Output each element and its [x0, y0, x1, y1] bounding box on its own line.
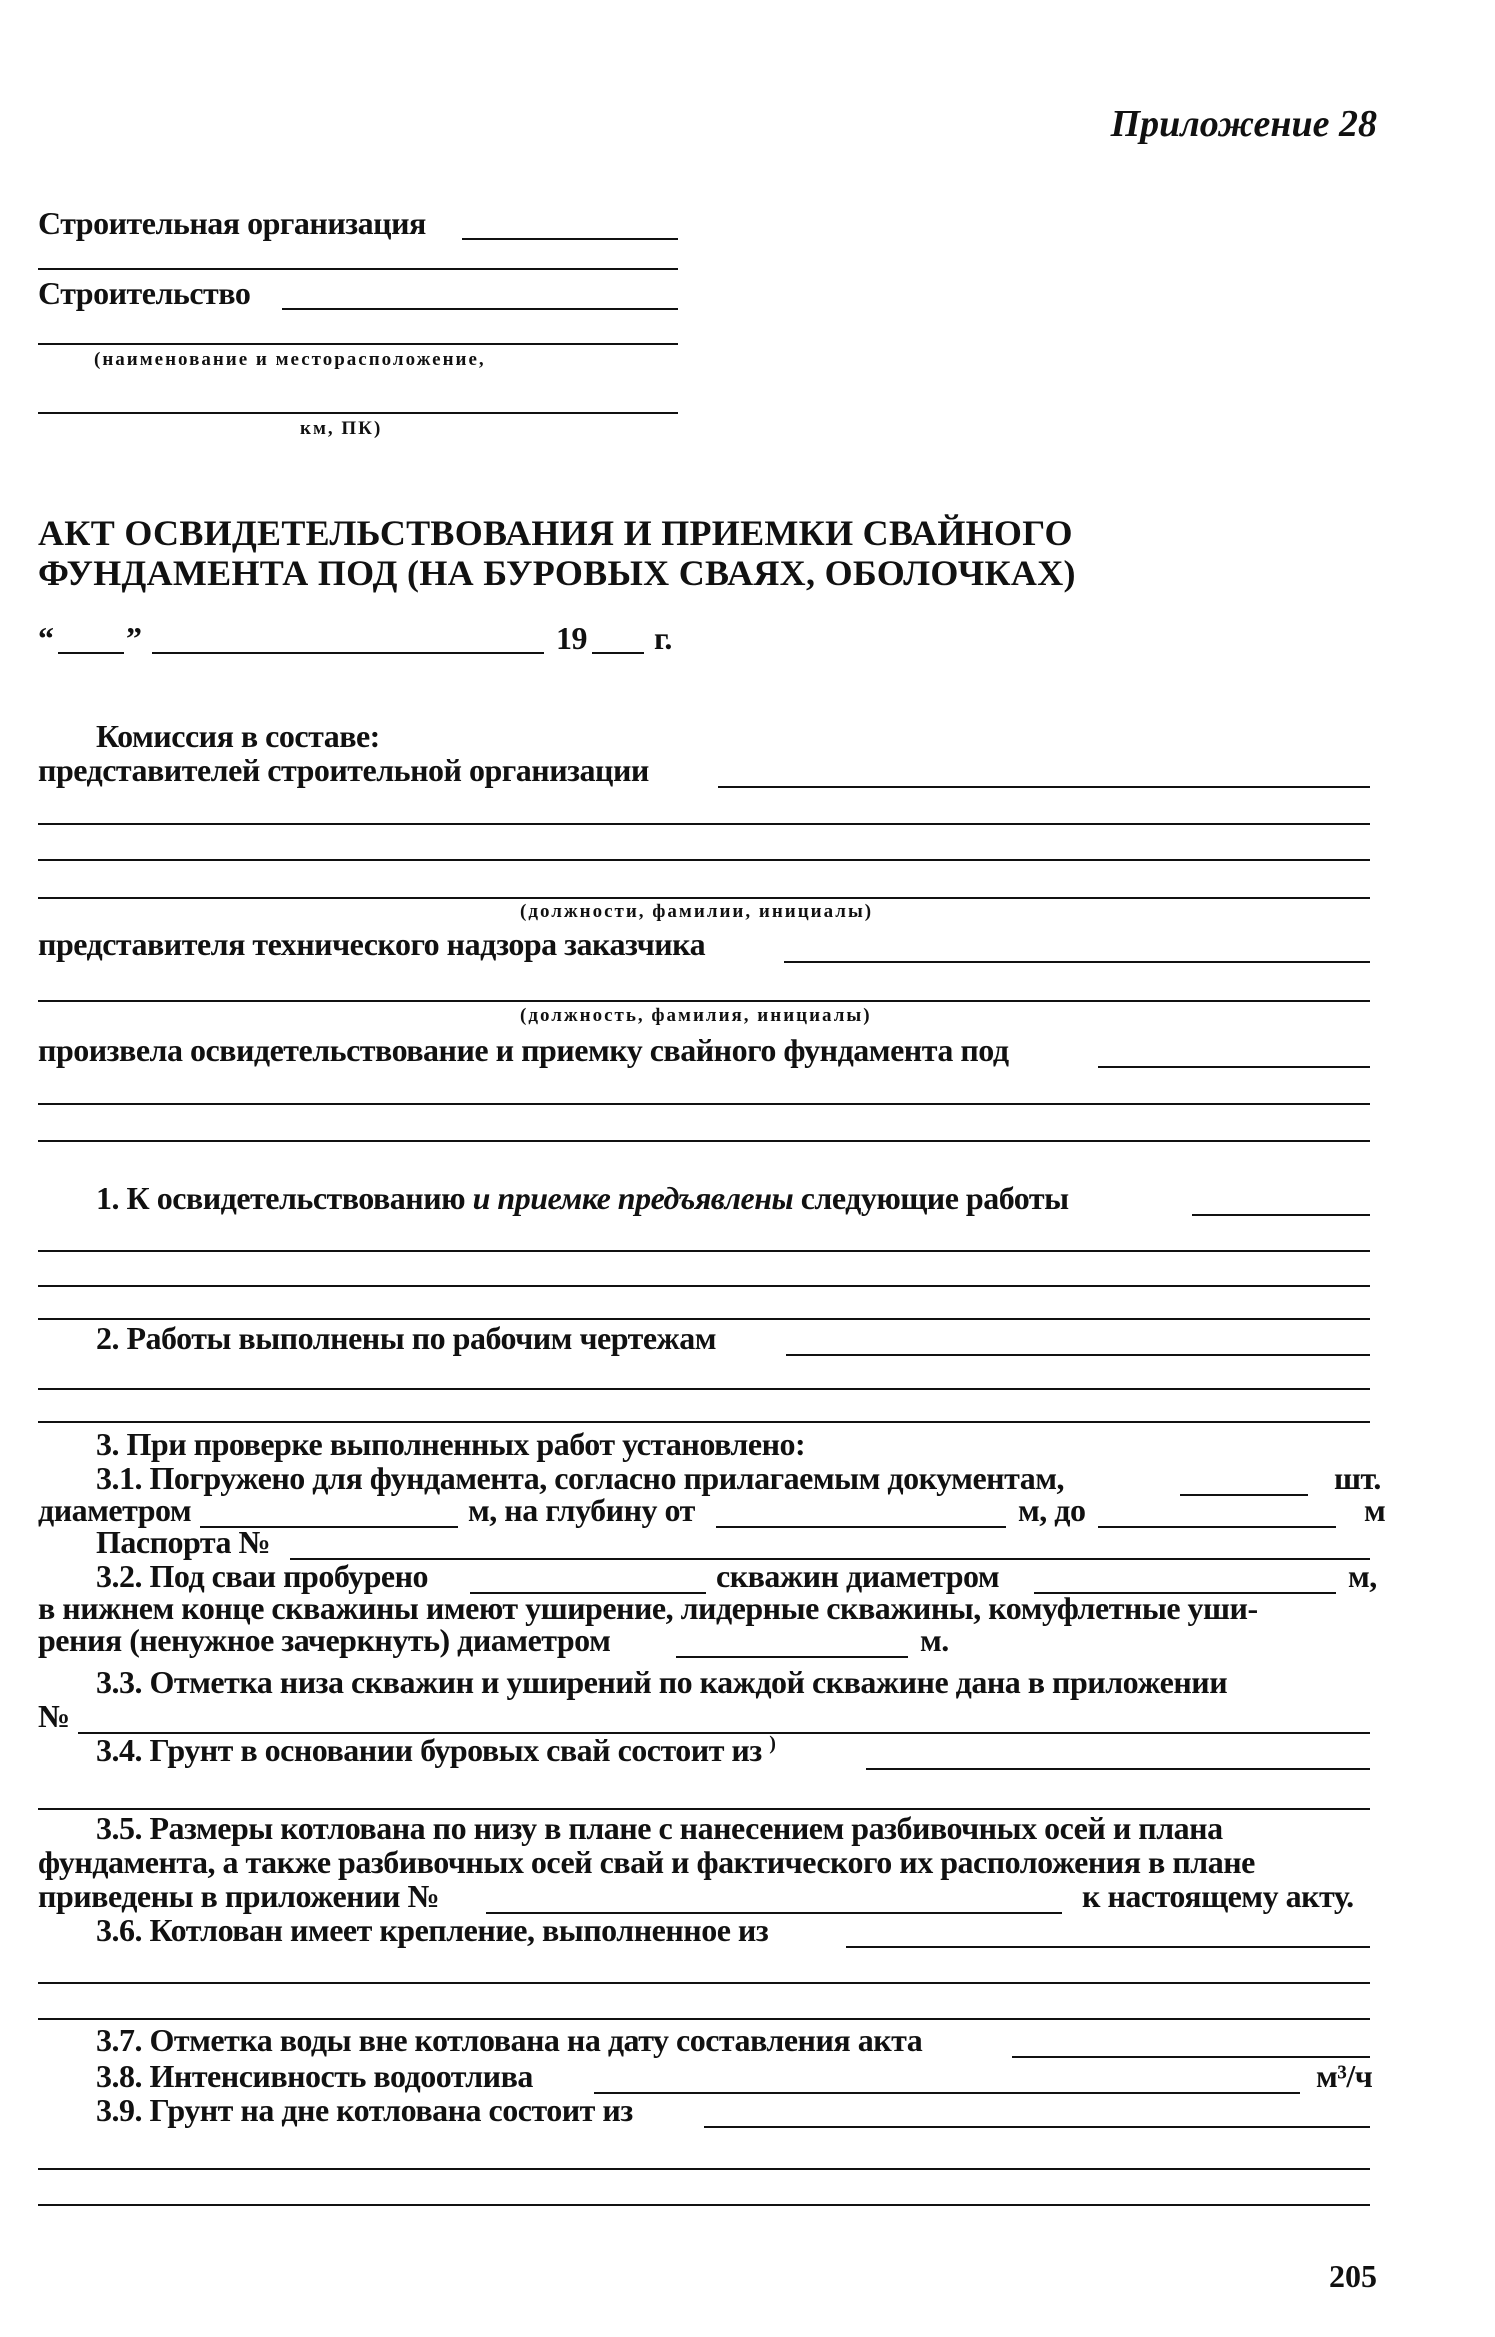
- customer-rep-label: представителя технического надзора заказчика: [38, 926, 706, 962]
- item-31-label: 3.1. Погружено для фундамента, согласно прилагаемым документам,: [96, 1460, 1064, 1496]
- item-32-m: м,: [1348, 1558, 1377, 1594]
- item-39-line-3[interactable]: [38, 2204, 1370, 2206]
- note-positions: (должности, фамилии, инициалы): [520, 901, 874, 922]
- item-33-no: №: [38, 1698, 70, 1734]
- item-31-to-label: м, до: [1018, 1492, 1086, 1528]
- item-32-line-3: рения (ненужное зачеркнуть) диаметром: [38, 1622, 611, 1658]
- construction-label: Строительство: [38, 275, 251, 311]
- date-open-quote: “: [38, 620, 54, 656]
- item-34-label: 3.4. Грунт в основании буровых свай состоит из ): [96, 1732, 776, 1768]
- note-km-pk: км, ПК): [300, 418, 383, 439]
- item-36-line-2[interactable]: [38, 1982, 1370, 1984]
- builder-reps-label: представителей строительной организации: [38, 752, 649, 788]
- commission-intro: Комиссия в составе:: [96, 718, 380, 754]
- item-1-line-1[interactable]: [1192, 1214, 1370, 1216]
- item-32-label: 3.2. Под сваи пробурено: [96, 1558, 429, 1594]
- note-position: (должность, фамилия, инициалы): [520, 1005, 872, 1026]
- page-number: 205: [1329, 2258, 1377, 2294]
- item-32-line-2: в нижнем конце скважины имеют уширение, лидерные скважины, комуфлетные уши-: [38, 1590, 1258, 1626]
- title-line-1: АКТ ОСВИДЕТЕЛЬСТВОВАНИЯ И ПРИЕМКИ СВАЙНОГО: [38, 513, 1073, 553]
- note-name-location: (наименование и месторасположение,: [94, 349, 486, 370]
- item-32-wells-label: скважин диаметром: [716, 1558, 1000, 1594]
- construction-field-line-2[interactable]: [38, 343, 678, 345]
- builder-reps-line-2[interactable]: [38, 823, 1370, 825]
- item-36-label: 3.6. Котлован имеет крепление, выполненное из: [96, 1912, 769, 1948]
- item-39-line-1[interactable]: [704, 2126, 1370, 2128]
- org-field-line[interactable]: [462, 238, 678, 240]
- item-31-from-line[interactable]: [716, 1526, 1006, 1528]
- title-line-2: ФУНДАМЕНТА ПОД (НА БУРОВЫХ СВАЯХ, ОБОЛОЧКАХ): [38, 553, 1076, 593]
- customer-rep-line-1[interactable]: [784, 961, 1370, 963]
- item-39-label: 3.9. Грунт на дне котлована состоит из: [96, 2092, 633, 2128]
- item-2-line-2[interactable]: [38, 1388, 1370, 1390]
- item-1-line-2[interactable]: [38, 1250, 1370, 1252]
- item-35-line-1: 3.5. Размеры котлована по низу в плане с нанесением разбивочных осей и плана: [96, 1810, 1223, 1846]
- item-35-line-3: приведены в приложении №: [38, 1878, 440, 1914]
- item-2-line-1[interactable]: [786, 1354, 1370, 1356]
- builder-reps-line-1[interactable]: [718, 786, 1370, 788]
- date-year-prefix: 19: [556, 620, 587, 656]
- item-31-passport-label: Паспорта №: [96, 1524, 271, 1560]
- item-37-label: 3.7. Отметка воды вне котлована на дату составления акта: [96, 2022, 923, 2058]
- item-1-label: 1. К освидетельствованию и приемке предъявлены следующие работы: [96, 1180, 1069, 1216]
- item-36-line-3[interactable]: [38, 2018, 1370, 2020]
- org-field-line-2[interactable]: [38, 268, 678, 270]
- date-year-suffix: г.: [654, 620, 672, 656]
- customer-rep-line-2[interactable]: [38, 1000, 1370, 1002]
- item-35-end: к настоящему акту.: [1082, 1878, 1354, 1914]
- construction-field-line[interactable]: [282, 308, 678, 310]
- builder-reps-line-3[interactable]: [38, 859, 1370, 861]
- item-3-label: 3. При проверке выполненных работ установлено:: [96, 1426, 806, 1462]
- date-month-line[interactable]: [152, 652, 544, 654]
- performed-label: произвела освидетельствование и приемку свайного фундамента под: [38, 1032, 1009, 1068]
- date-year-line[interactable]: [592, 652, 644, 654]
- item-34-line-1[interactable]: [866, 1768, 1370, 1770]
- item-2-label: 2. Работы выполнены по рабочим чертежам: [96, 1320, 717, 1356]
- item-31-unit: шт.: [1334, 1460, 1381, 1496]
- item-31-m: м: [1364, 1492, 1386, 1528]
- performed-line-3[interactable]: [38, 1140, 1370, 1142]
- date-close-quote: ”: [126, 620, 142, 656]
- date-day-line[interactable]: [58, 652, 124, 654]
- item-36-line-1[interactable]: [846, 1946, 1370, 1948]
- item-33-label: 3.3. Отметка низа скважин и уширений по каждой скважине дана в приложении: [96, 1664, 1228, 1700]
- performed-line-2[interactable]: [38, 1103, 1370, 1105]
- item-31-diam-label: диаметром: [38, 1492, 192, 1528]
- item-31-count-line[interactable]: [1180, 1494, 1308, 1496]
- item-38-line[interactable]: [594, 2092, 1300, 2094]
- item-32-diam2-line[interactable]: [676, 1656, 908, 1658]
- item-31-depth-label: м, на глубину от: [468, 1492, 695, 1528]
- item-38-unit: м³/ч: [1316, 2058, 1373, 2094]
- org-label: Строительная организация: [38, 205, 426, 241]
- appendix-label: Приложение 28: [1110, 103, 1377, 145]
- builder-reps-line-4[interactable]: [38, 897, 1370, 899]
- performed-line-1[interactable]: [1098, 1066, 1370, 1068]
- item-39-line-2[interactable]: [38, 2168, 1370, 2170]
- construction-field-line-3[interactable]: [38, 412, 678, 414]
- item-1-line-3[interactable]: [38, 1285, 1370, 1287]
- item-31-to-line[interactable]: [1098, 1526, 1336, 1528]
- item-38-label: 3.8. Интенсивность водоотлива: [96, 2058, 533, 2094]
- item-32-m2: м.: [920, 1622, 949, 1658]
- item-2-line-3[interactable]: [38, 1421, 1370, 1423]
- item-35-line-2: фундамента, а также разбивочных осей свай и фактического их расположения в плане: [38, 1844, 1255, 1880]
